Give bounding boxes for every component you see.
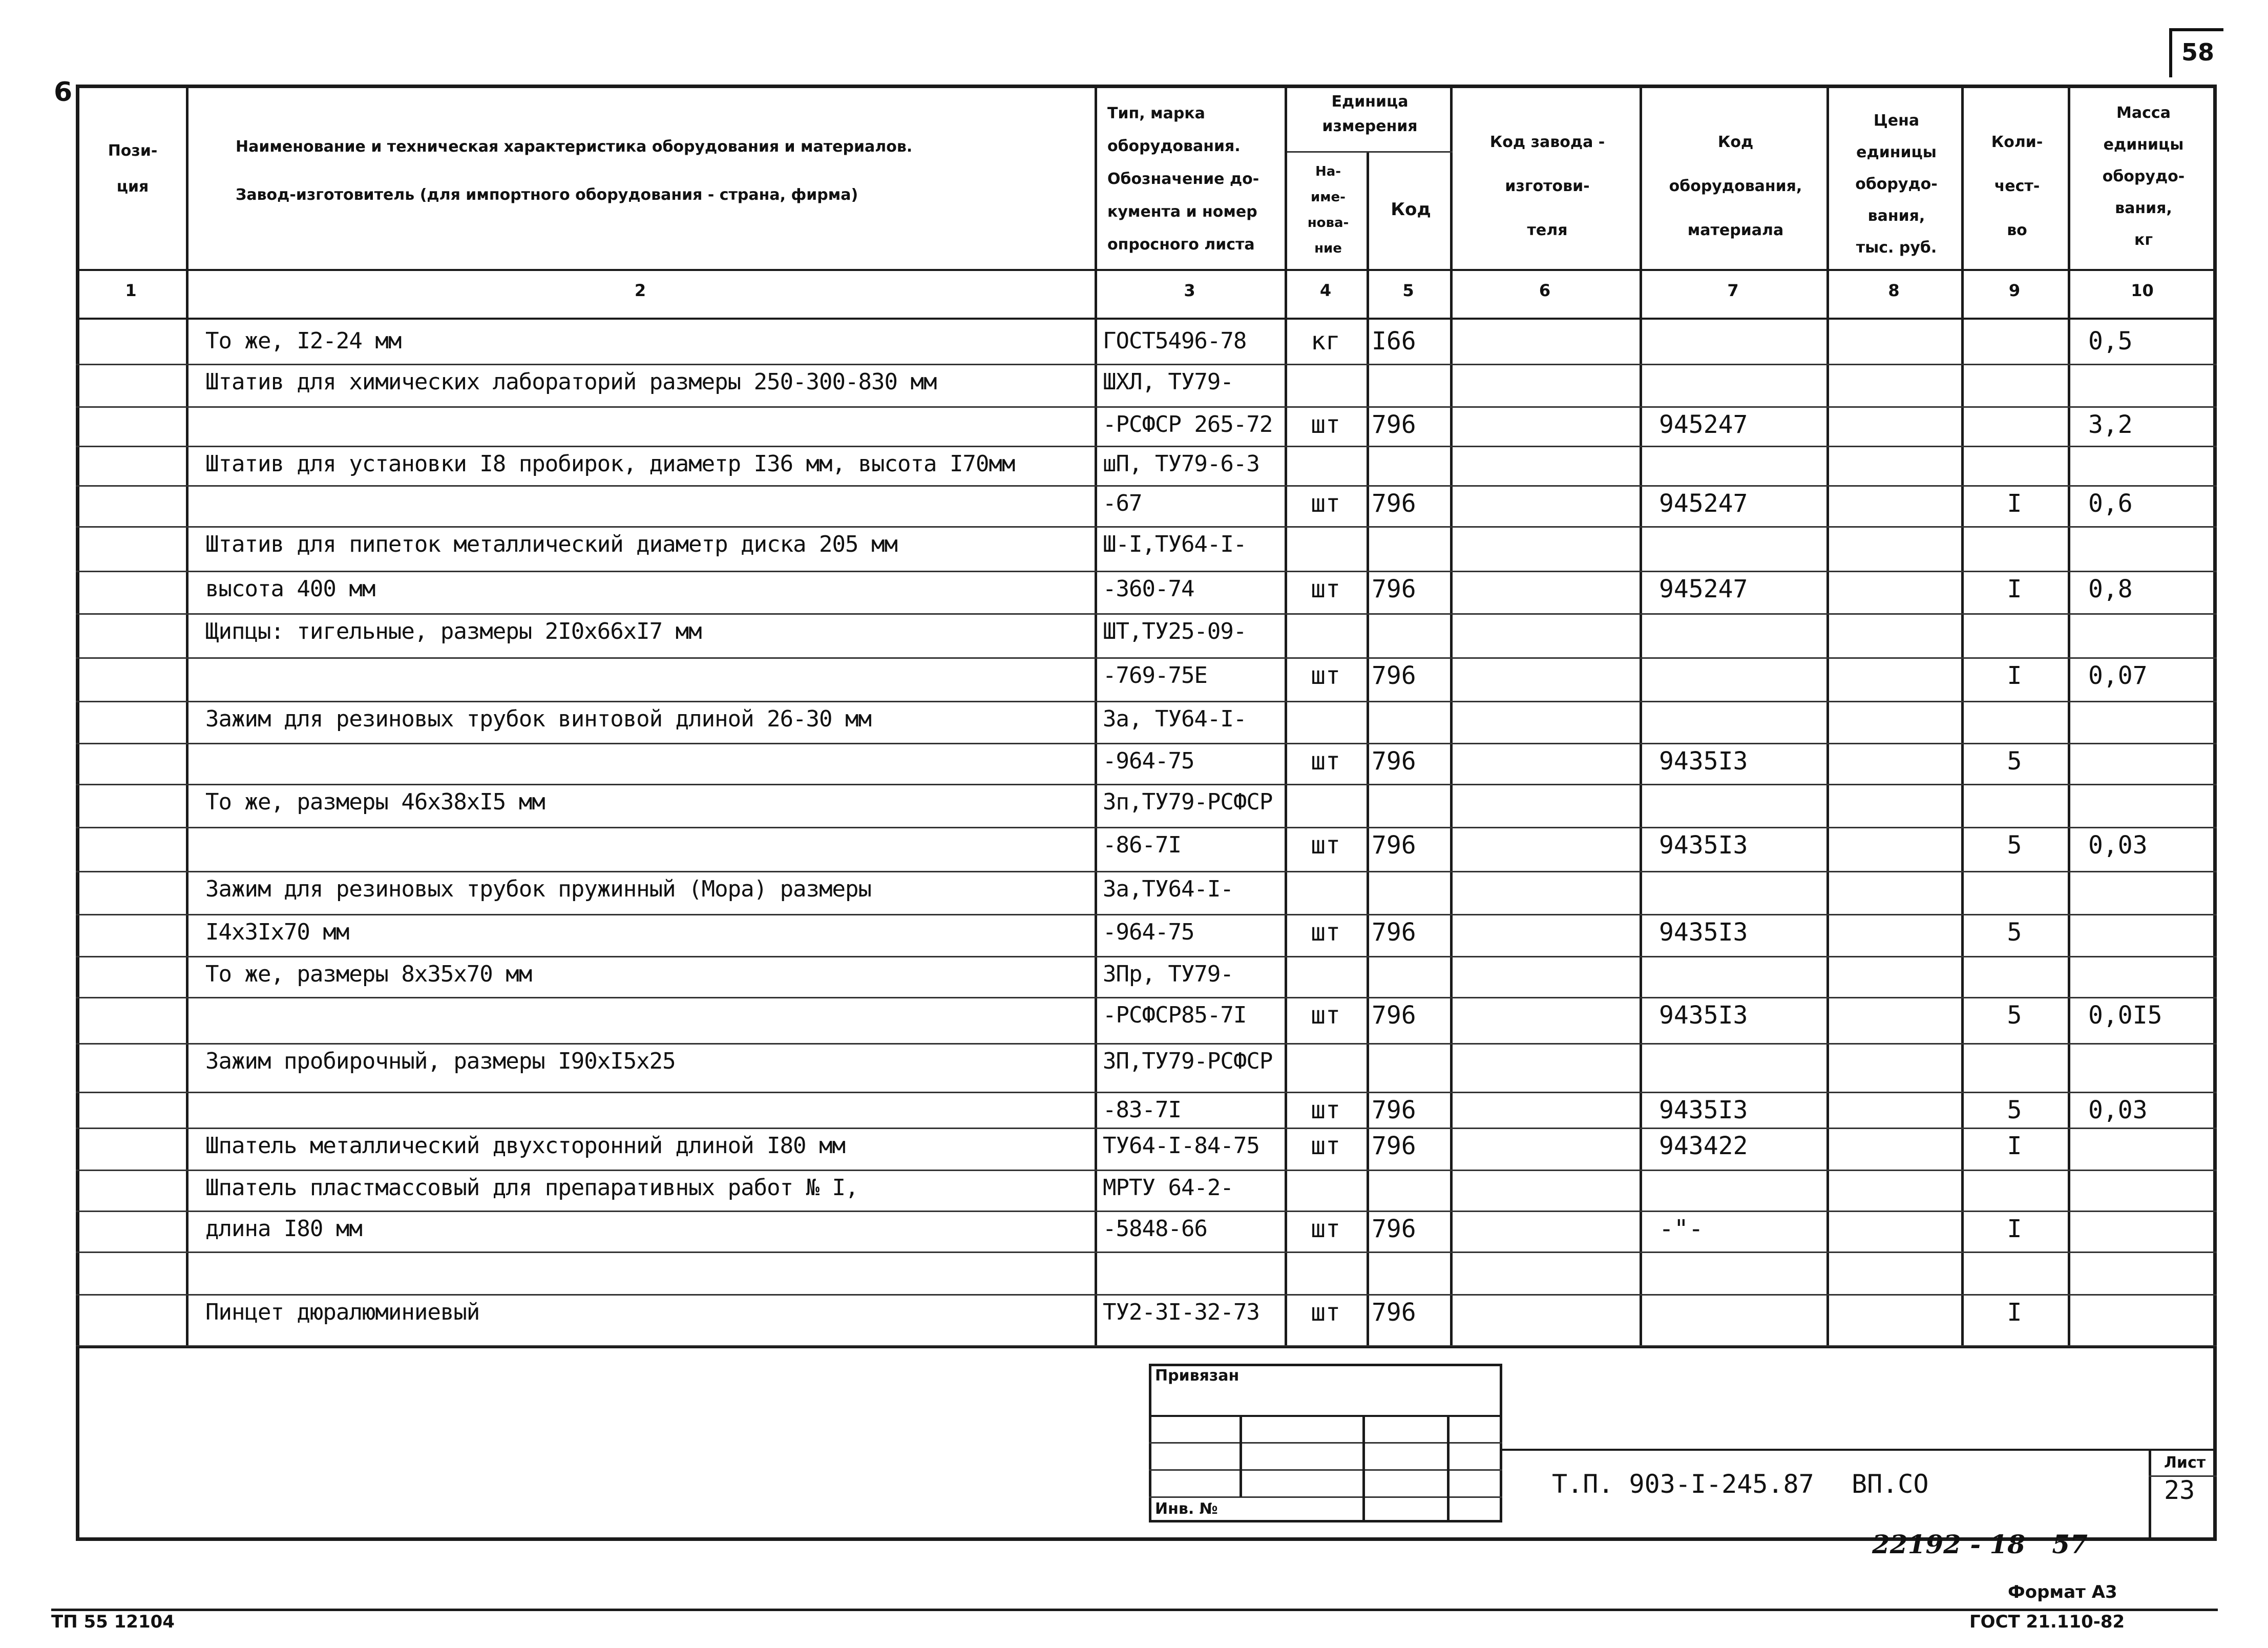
column-divider [1095, 85, 1097, 1346]
table-row-rule [76, 1251, 2217, 1253]
table-cell-unit: кг [1311, 327, 1340, 356]
table-cell-type: За, ТУ64-I- [1103, 706, 1247, 732]
title-block-sheet-divider [2149, 1449, 2151, 1541]
column-number: 8 [1888, 281, 1900, 300]
document-code: Т.П. 903-I-245.87 [1552, 1469, 1814, 1499]
header-unit-name: На- име- нова- ние [1307, 164, 1349, 256]
format-label: Формат А3 [2008, 1582, 2117, 1602]
column-divider [1450, 85, 1453, 1346]
table-cell-type: -360-74 [1103, 576, 1194, 602]
table-cell-name: Шпатель металлический двухсторонний длиной I80 мм [205, 1133, 846, 1159]
header-plant-code: Код завода - изготови- теля [1489, 133, 1605, 239]
table-row-rule [76, 406, 2217, 408]
column-divider [1640, 85, 1642, 1346]
title-block-main-rule [1502, 1449, 2217, 1451]
unit-group-rule [1287, 151, 1453, 153]
header-bottom-rule [76, 269, 2217, 271]
table-cell-mat: 943422 [1659, 1132, 1748, 1160]
table-cell-qty: 5 [2007, 918, 2022, 947]
table-cell-mass: 0,8 [2088, 575, 2133, 603]
table-cell-code: 796 [1372, 918, 1416, 947]
table-row-rule [76, 1170, 2217, 1171]
sheet-label: Лист [2164, 1454, 2206, 1472]
table-row-rule [76, 784, 2217, 785]
column-number: 10 [2131, 281, 2154, 300]
table-row-rule [76, 446, 2217, 447]
table-cell-name: I4x3Ix70 мм [205, 919, 349, 945]
table-row-rule [76, 997, 2217, 998]
column-numbers-rule [76, 318, 2217, 320]
document-part: ВП.СО [1852, 1469, 1929, 1499]
stamp-vline-2 [1362, 1415, 1365, 1522]
title-block-inventory-label: Инв. № [1155, 1500, 1218, 1518]
table-cell-name: Штатив для пипеток металлический диаметр диска 205 мм [205, 531, 897, 557]
table-row-rule [76, 956, 2217, 957]
table-cell-unit: шт [1311, 661, 1340, 690]
table-cell-type: Зп,ТУ79-РСФСР [1103, 789, 1273, 815]
table-cell-mat: -"- [1659, 1215, 1704, 1243]
sheet-number: 23 [2164, 1475, 2195, 1505]
table-row-rule [76, 1128, 2217, 1129]
bottom-rule [51, 1609, 2218, 1611]
table-cell-code: 796 [1372, 1132, 1416, 1160]
page-number-text: 58 [2181, 38, 2215, 66]
table-cell-unit: шт [1311, 747, 1340, 776]
column-number: 6 [1539, 281, 1551, 300]
table-cell-name: Штатив для химических лабораторий размеры 250-300-830 мм [205, 369, 937, 395]
table-cell-code: I66 [1372, 327, 1416, 356]
table-cell-code: 796 [1372, 1001, 1416, 1030]
table-cell-type: МРТУ 64-2- [1103, 1175, 1233, 1201]
table-cell-type: За,ТУ64-I- [1103, 876, 1233, 902]
table-cell-name: То же, размеры 46x38xI5 мм [205, 789, 545, 815]
table-cell-code: 796 [1372, 661, 1416, 690]
table-cell-unit: шт [1311, 1001, 1340, 1030]
table-cell-code: 796 [1372, 831, 1416, 860]
table-cell-code: 796 [1372, 1096, 1416, 1124]
table-cell-name: То же, I2-24 мм [205, 328, 402, 354]
table-cell-mass: 3,2 [2088, 410, 2133, 439]
table-row-rule [76, 1043, 2217, 1045]
header-unit-group: Единица измерения [1322, 93, 1418, 135]
header-name: Наименование и техническая характеристика оборудования и материалов. Завод-изготовитель (для импортного оборудования - страна, фирма) [236, 138, 913, 204]
header-material-code: Код оборудования, материала [1669, 133, 1802, 239]
table-body-bottom-rule [76, 1346, 2217, 1348]
table-cell-mass: 0,0I5 [2088, 1001, 2162, 1030]
table-cell-mass: 0,03 [2088, 831, 2148, 860]
header-price: Цена единицы оборудо- вания, тыс. руб. [1855, 112, 1938, 257]
table-row-rule [76, 1211, 2217, 1212]
table-row-rule [76, 1294, 2217, 1296]
table-cell-name: высота 400 мм [205, 576, 375, 602]
table-cell-name: Шпатель пластмассовый для препаративных работ № I, [205, 1175, 858, 1201]
table-cell-type: Ш-I,ТУ64-I- [1103, 531, 1247, 557]
stamp-vline-3 [1447, 1415, 1450, 1522]
standard-reference: ГОСТ 21.110-82 [1969, 1612, 2125, 1632]
header-mass: Масса единицы оборудо- вания, кг [2102, 104, 2185, 249]
table-cell-type: ТУ64-I-84-75 [1103, 1133, 1259, 1159]
table-cell-type: -5848-66 [1103, 1216, 1207, 1242]
table-cell-code: 796 [1372, 747, 1416, 776]
table-cell-type: -86-7I [1103, 832, 1181, 858]
table-cell-code: 796 [1372, 575, 1416, 603]
table-cell-name: Зажим для резиновых трубок пружинный (Мора) размеры [205, 876, 872, 902]
table-cell-unit: шт [1311, 410, 1340, 439]
table-cell-type: ЗП,ТУ79-РСФСР [1103, 1048, 1273, 1074]
table-cell-qty: 5 [2007, 747, 2022, 776]
table-row-rule [76, 364, 2217, 365]
table-cell-name: То же, размеры 8x35x70 мм [205, 961, 532, 987]
top-right-page-number [2169, 28, 2223, 77]
table-cell-unit: шт [1311, 1215, 1340, 1243]
table-cell-qty: I [2007, 1132, 2022, 1160]
table-row-rule [76, 571, 2217, 572]
table-cell-qty: 5 [2007, 1096, 2022, 1124]
table-cell-type: ШХЛ, ТУ79- [1103, 369, 1233, 395]
table-cell-unit: шт [1311, 575, 1340, 603]
column-divider [186, 85, 188, 1346]
table-cell-mat: 945247 [1659, 410, 1748, 439]
header-quantity: Коли- чест- во [1991, 133, 2043, 239]
table-cell-name: Щипцы: тигельные, размеры 2I0x66xI7 мм [205, 618, 702, 644]
table-cell-mat: 945247 [1659, 575, 1748, 603]
table-cell-unit: шт [1311, 1096, 1340, 1124]
table-cell-qty: 5 [2007, 831, 2022, 860]
column-number: 5 [1402, 281, 1414, 300]
table-cell-mass: 0,03 [2088, 1096, 2148, 1124]
bottom-left-code: ТП 55 12104 [51, 1612, 175, 1632]
table-cell-code: 796 [1372, 489, 1416, 518]
table-cell-unit: шт [1311, 1298, 1340, 1327]
column-number: 1 [125, 281, 137, 300]
table-cell-code: 796 [1372, 410, 1416, 439]
table-cell-mass: 0,5 [2088, 327, 2133, 356]
table-cell-unit: шт [1311, 1132, 1340, 1160]
handwritten-archive-code: 22192 - 18 57 [1872, 1529, 2088, 1559]
column-number: 2 [634, 281, 646, 300]
table-cell-type: -83-7I [1103, 1097, 1181, 1123]
table-cell-qty: I [2007, 575, 2022, 603]
table-cell-type: -964-75 [1103, 919, 1194, 945]
table-cell-qty: I [2007, 489, 2022, 518]
table-cell-mat: 9435I3 [1659, 831, 1748, 860]
table-row-rule [76, 701, 2217, 702]
table-cell-mat: 9435I3 [1659, 1001, 1748, 1030]
table-row-rule [76, 613, 2217, 615]
column-number: 7 [1727, 281, 1739, 300]
table-cell-qty: I [2007, 1298, 2022, 1327]
table-cell-code: 796 [1372, 1215, 1416, 1243]
table-cell-name: Пинцет дюралюминиевый [205, 1299, 480, 1325]
column-number: 9 [2008, 281, 2021, 300]
table-cell-type: ШТ,ТУ25-09- [1103, 618, 1247, 644]
table-cell-mat: 9435I3 [1659, 918, 1748, 947]
table-cell-qty: I [2007, 661, 2022, 690]
table-cell-type: ТУ2-3I-32-73 [1103, 1299, 1259, 1325]
table-cell-name: Штатив для установки I8 пробирок, диаметр I36 мм, высота I70мм [205, 451, 1015, 477]
table-cell-type: -РСФСР 265-72 [1103, 411, 1273, 437]
table-cell-mat: 9435I3 [1659, 747, 1748, 776]
table-row-rule [76, 1092, 2217, 1093]
table-row-rule [76, 526, 2217, 528]
table-row-rule [76, 871, 2217, 872]
table-cell-type: -964-75 [1103, 748, 1194, 774]
column-divider [1367, 151, 1369, 1346]
column-divider [1826, 85, 1829, 1346]
table-row-rule [76, 657, 2217, 659]
table-cell-unit: шт [1311, 489, 1340, 518]
table-cell-type: ЗПр, ТУ79- [1103, 961, 1233, 987]
table-cell-qty: I [2007, 1215, 2022, 1243]
table-cell-type: ГОСТ5496-78 [1103, 328, 1247, 354]
table-cell-unit: шт [1311, 918, 1340, 947]
table-cell-unit: шт [1311, 831, 1340, 860]
table-cell-mat: 9435I3 [1659, 1096, 1748, 1124]
header-unit-code: Код [1391, 199, 1431, 220]
stamp-vline-1 [1240, 1415, 1242, 1497]
column-number: 4 [1319, 281, 1332, 300]
title-block-linked-label: Привязан [1155, 1367, 1240, 1385]
table-row-rule [76, 485, 2217, 487]
table-cell-mass: 0,6 [2088, 489, 2133, 518]
table-cell-type: -РСФСР85-7I [1103, 1002, 1247, 1028]
table-cell-mass: 0,07 [2088, 661, 2148, 690]
table-row-rule [76, 914, 2217, 915]
table-cell-name: Зажим пробирочный, размеры I90xI5x25 [205, 1048, 676, 1074]
left-margin-mark: 6 [54, 77, 73, 108]
table-cell-type: -769-75Е [1103, 662, 1207, 689]
table-cell-name: длина I80 мм [205, 1216, 362, 1242]
column-number: 3 [1184, 281, 1195, 300]
table-cell-qty: 5 [2007, 1001, 2022, 1030]
table-row-rule [76, 827, 2217, 828]
table-row-rule [76, 743, 2217, 744]
table-cell-type: -67 [1103, 490, 1142, 516]
column-divider [2068, 85, 2070, 1346]
table-cell-code: 796 [1372, 1298, 1416, 1327]
table-cell-name: Зажим для резиновых трубок винтовой длиной 26-30 мм [205, 706, 872, 732]
table-cell-mat: 945247 [1659, 489, 1748, 518]
table-cell-type: шП, ТУ79-6-3 [1103, 451, 1259, 477]
header-position: Пози- ция [108, 142, 158, 196]
header-type: Тип, марка оборудования. Обозначение до- кумента и номер опросного листа [1107, 105, 1259, 254]
